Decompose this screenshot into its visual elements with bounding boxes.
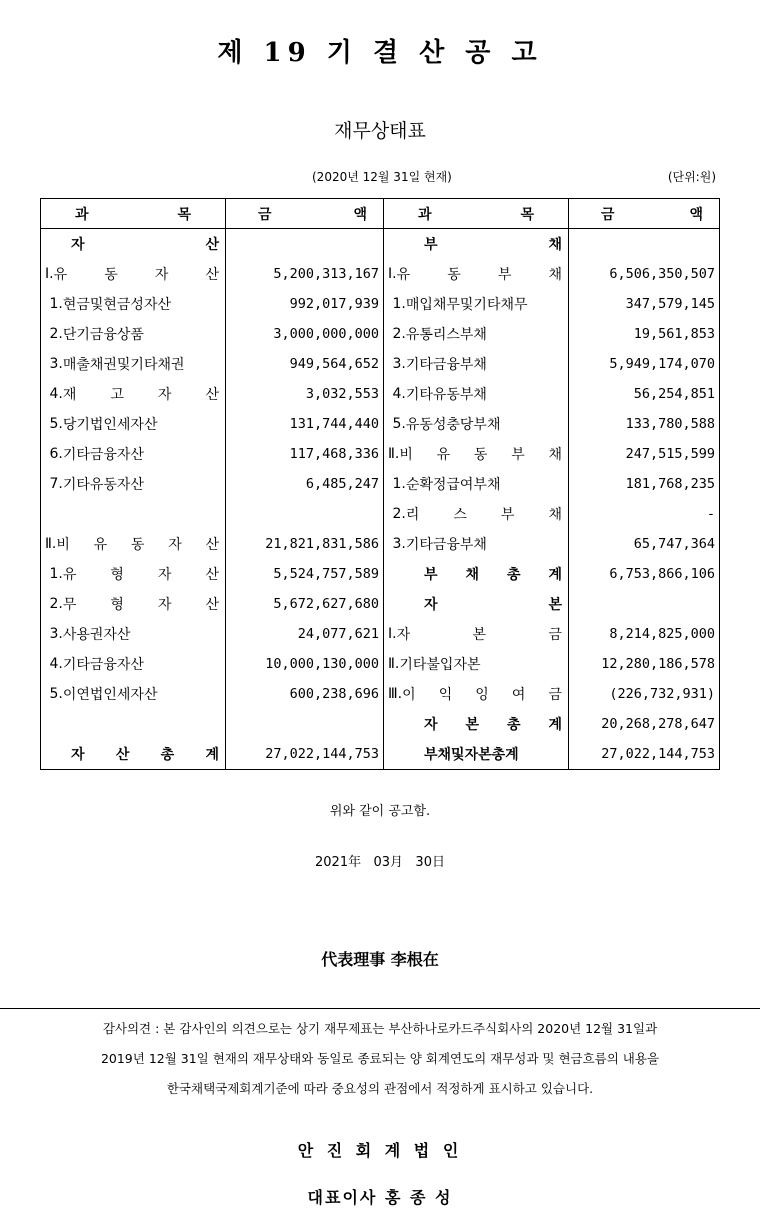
item-label: 기타불입자본	[399, 657, 481, 673]
item-label: 당기법인세자산	[62, 417, 158, 433]
item-label: 유 형 자 산	[62, 567, 219, 583]
amount-cell: 12,280,186,578	[569, 649, 720, 679]
table-row	[41, 469, 720, 499]
asset-item	[41, 709, 226, 739]
item-number: 5.	[45, 686, 63, 702]
amount-cell: 247,515,599	[569, 439, 720, 469]
item-number: Ⅰ.	[388, 626, 397, 642]
asset-item	[41, 229, 226, 260]
page-title: 제 19 기 결 산 공 고	[217, 38, 543, 68]
asset-item	[41, 619, 226, 649]
item-label: 단기금융상품	[62, 327, 144, 343]
item-number: 5.	[388, 416, 406, 432]
amount-cell: 6,506,350,507	[569, 259, 720, 289]
item-label: 부 채	[424, 237, 562, 253]
table-row	[41, 499, 720, 529]
item-label: 현금및현금성자산	[62, 297, 172, 313]
asset-item	[41, 439, 226, 469]
audit-opinion-line: 한국채택국제회계기준에 따라 중요성의 관점에서 적정하게 표시하고 있습니다.	[166, 1081, 594, 1096]
item-label: 기타유동자산	[62, 477, 144, 493]
amount-cell: 10,000,130,000	[226, 649, 384, 679]
amount-cell: (226,732,931)	[569, 679, 720, 709]
item-number: 2.	[388, 506, 406, 522]
statement-title: 재무상태표	[334, 120, 426, 142]
item-number: 1.	[388, 476, 406, 492]
liability-equity-item	[384, 439, 569, 469]
asset-item	[41, 259, 226, 289]
ceo-name: 代表理事 李根在	[321, 950, 439, 969]
item-number: 3.	[388, 356, 406, 372]
currency-unit: (단위:원)	[667, 170, 716, 184]
header-left-item: 과 목	[41, 199, 226, 229]
item-label: 자 본 총 계	[424, 717, 562, 733]
amount-cell: 24,077,621	[226, 619, 384, 649]
item-number: 4.	[45, 656, 63, 672]
item-label: 기타금융부채	[405, 537, 487, 553]
liability-equity-item	[384, 259, 569, 289]
asset-item	[41, 589, 226, 619]
item-number: 5.	[45, 416, 63, 432]
amount-cell: 347,579,145	[569, 289, 720, 319]
liability-equity-item	[384, 469, 569, 499]
liability-equity-item	[384, 499, 569, 529]
liability-equity-item	[384, 229, 569, 260]
liability-equity-item	[384, 589, 569, 619]
amount-cell	[569, 589, 720, 619]
item-number: Ⅱ.	[45, 536, 57, 552]
item-label: 기타금융부채	[405, 357, 487, 373]
item-label: 유 동 자 산	[53, 267, 219, 283]
item-number: Ⅰ.	[45, 266, 54, 282]
table-row	[41, 589, 720, 619]
amount-cell	[226, 709, 384, 739]
notice-text: 위와 같이 공고함.	[329, 804, 431, 819]
item-label: 이 익 잉 여 금	[402, 687, 562, 703]
item-label: 비 유 동 자 산	[56, 537, 219, 553]
table-row	[41, 709, 720, 739]
table-row	[41, 559, 720, 589]
item-number: 4.	[45, 386, 63, 402]
table-row	[41, 619, 720, 649]
amount-cell: 19,561,853	[569, 319, 720, 349]
auditor-representative: 대표이사 홍 종 성	[307, 1188, 453, 1207]
liability-equity-item	[384, 739, 569, 770]
table-row	[41, 529, 720, 559]
amount-cell: 8,214,825,000	[569, 619, 720, 649]
item-label: 유통리스부채	[405, 327, 487, 343]
amount-cell: 181,768,235	[569, 469, 720, 499]
item-label: 비 유 동 부 채	[399, 447, 562, 463]
item-label: 자 산	[71, 237, 219, 253]
amount-cell: 6,753,866,106	[569, 559, 720, 589]
table-row	[41, 259, 720, 289]
item-number: 3.	[45, 356, 63, 372]
amount-cell: 131,744,440	[226, 409, 384, 439]
liability-equity-item	[384, 409, 569, 439]
amount-cell: 133,780,588	[569, 409, 720, 439]
header-right-amount: 금 액	[569, 199, 720, 229]
amount-cell: 3,000,000,000	[226, 319, 384, 349]
liability-equity-item	[384, 289, 569, 319]
item-number: 6.	[45, 446, 63, 462]
item-number: Ⅱ.	[388, 656, 400, 672]
header-left-amount: 금 액	[226, 199, 384, 229]
amount-cell: 5,200,313,167	[226, 259, 384, 289]
item-number: Ⅰ.	[388, 266, 397, 282]
balance-sheet-table	[40, 198, 720, 770]
item-label: 재 고 자 산	[62, 387, 219, 403]
amount-cell: 27,022,144,753	[226, 739, 384, 770]
amount-cell	[226, 229, 384, 260]
item-label: 기타유동부채	[405, 387, 487, 403]
item-label: 순확정급여부채	[405, 477, 501, 493]
item-number: Ⅱ.	[388, 446, 400, 462]
audit-opinion-line: 2019년 12월 31일 현재의 재무상태와 동일로 종료되는 양 회계연도의 재무성과 및 현금흐름의 내용을	[100, 1051, 660, 1066]
amount-cell: 3,032,553	[226, 379, 384, 409]
asset-item	[41, 739, 226, 770]
liability-equity-item	[384, 679, 569, 709]
item-number: 3.	[388, 536, 406, 552]
item-label: 부 채 총 계	[424, 567, 562, 583]
amount-cell: 600,238,696	[226, 679, 384, 709]
table-row	[41, 409, 720, 439]
amount-cell: 27,022,144,753	[569, 739, 720, 770]
item-number: 1.	[388, 296, 406, 312]
liability-equity-item	[384, 709, 569, 739]
as-of-date: (2020년 12월 31일 현재)	[312, 170, 452, 184]
asset-item	[41, 559, 226, 589]
liability-equity-item	[384, 379, 569, 409]
item-label: 기타금융자산	[62, 447, 144, 463]
item-label: 무 형 자 산	[62, 597, 219, 613]
amount-cell: 5,524,757,589	[226, 559, 384, 589]
asset-item	[41, 649, 226, 679]
table-row	[41, 739, 720, 770]
amount-cell	[226, 499, 384, 529]
table-row	[41, 319, 720, 349]
item-label: 매입채무및기타채무	[405, 297, 528, 313]
item-label: 부채및자본총계	[424, 747, 519, 763]
auditor-firm: 안 진 회 계 법 인	[297, 1141, 463, 1160]
item-label: 자 산 총 계	[71, 747, 219, 763]
item-label: 유동성충당부채	[405, 417, 501, 433]
amount-cell: -	[569, 499, 720, 529]
item-number: 1.	[45, 296, 63, 312]
item-number: 7.	[45, 476, 63, 492]
table-row	[41, 649, 720, 679]
asset-item	[41, 679, 226, 709]
item-label: 이연법인세자산	[62, 687, 158, 703]
amount-cell	[569, 229, 720, 260]
asset-item	[41, 409, 226, 439]
amount-cell: 992,017,939	[226, 289, 384, 319]
table-row	[41, 679, 720, 709]
asset-item	[41, 469, 226, 499]
header-right-item: 과 목	[384, 199, 569, 229]
item-label: 기타금융자산	[62, 657, 144, 673]
item-number: 3.	[45, 626, 63, 642]
asset-item	[41, 499, 226, 529]
table-row	[41, 439, 720, 469]
item-label: 유 동 부 채	[396, 267, 562, 283]
amount-cell: 949,564,652	[226, 349, 384, 379]
audit-opinion-line: 감사의견 : 본 감사인의 의견으로는 상기 재무제표는 부산하나로카드주식회사의 2020년 12월 31일과	[102, 1021, 658, 1036]
table-row	[41, 229, 720, 260]
asset-item	[41, 349, 226, 379]
item-label: 리 스 부 채	[405, 507, 562, 523]
audit-opinion	[40, 1014, 720, 1104]
liability-equity-item	[384, 619, 569, 649]
item-number: 2.	[45, 326, 63, 342]
item-number: Ⅲ.	[388, 686, 403, 702]
item-label: 자 본 금	[396, 627, 562, 643]
item-label: 사용권자산	[62, 627, 131, 643]
liability-equity-item	[384, 529, 569, 559]
item-number: 2.	[45, 596, 63, 612]
amount-cell: 6,485,247	[226, 469, 384, 499]
item-number: 2.	[388, 326, 406, 342]
notice-date: 2021年 03月 30日	[315, 855, 445, 870]
liability-equity-item	[384, 349, 569, 379]
amount-cell: 65,747,364	[569, 529, 720, 559]
liability-equity-item	[384, 559, 569, 589]
amount-cell: 5,672,627,680	[226, 589, 384, 619]
amount-cell: 117,468,336	[226, 439, 384, 469]
table-row	[41, 349, 720, 379]
table-row	[41, 379, 720, 409]
item-number: 4.	[388, 386, 406, 402]
item-label: 매출채권및기타채권	[62, 357, 185, 373]
amount-cell: 56,254,851	[569, 379, 720, 409]
asset-item	[41, 289, 226, 319]
divider	[0, 1008, 760, 1009]
liability-equity-item	[384, 319, 569, 349]
item-label: 자 본	[424, 597, 562, 613]
table-header-row	[41, 199, 720, 229]
amount-cell: 5,949,174,070	[569, 349, 720, 379]
asset-item	[41, 379, 226, 409]
item-number: 1.	[45, 566, 63, 582]
amount-cell: 21,821,831,586	[226, 529, 384, 559]
asset-item	[41, 319, 226, 349]
liability-equity-item	[384, 649, 569, 679]
amount-cell: 20,268,278,647	[569, 709, 720, 739]
table-row	[41, 289, 720, 319]
asset-item	[41, 529, 226, 559]
